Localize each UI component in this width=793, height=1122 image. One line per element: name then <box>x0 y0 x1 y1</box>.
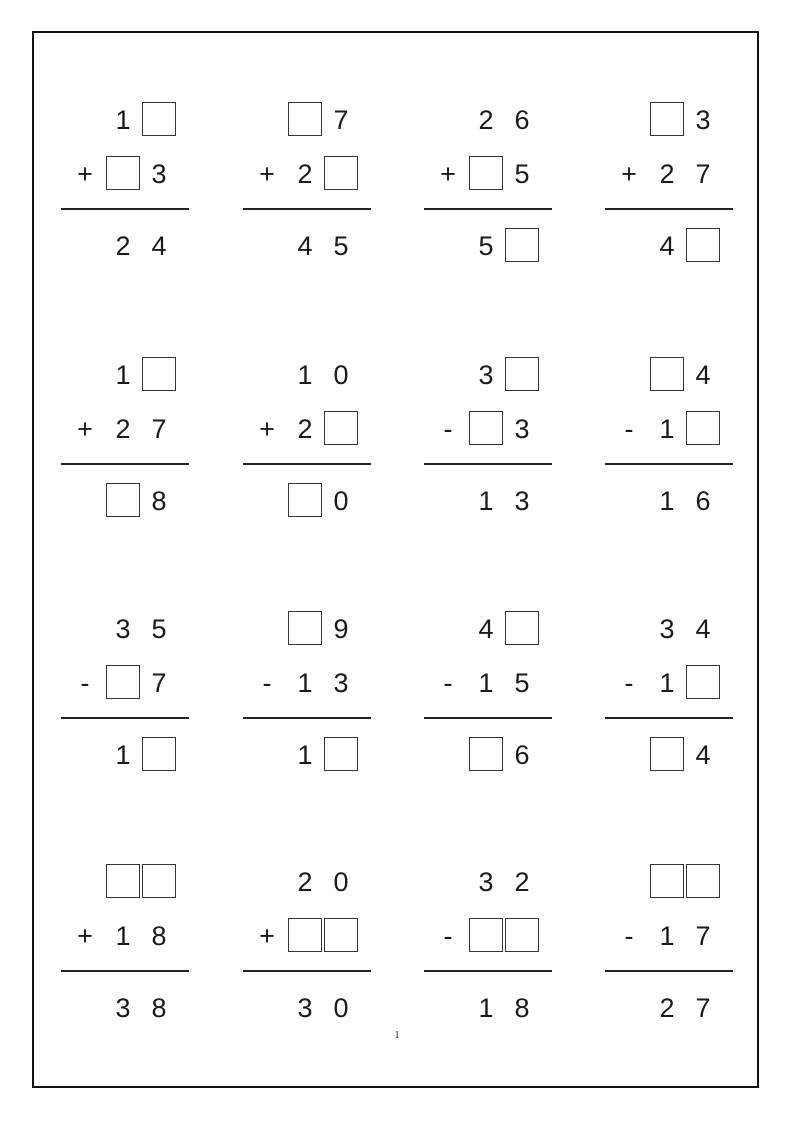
answer-box[interactable] <box>469 737 503 771</box>
result-row <box>424 990 552 1026</box>
tens-digit: 4 <box>478 613 494 644</box>
ones-digit: 3 <box>514 485 530 516</box>
arithmetic-problem <box>424 862 552 1032</box>
answer-box[interactable] <box>106 864 140 898</box>
operator: + <box>621 158 637 189</box>
ones-digit: 8 <box>514 992 530 1023</box>
answer-box[interactable] <box>469 156 503 190</box>
answer-box[interactable] <box>469 411 503 445</box>
tens-digit: 1 <box>115 739 131 770</box>
operator: - <box>624 667 634 698</box>
answer-box[interactable] <box>324 737 358 771</box>
answer-box[interactable] <box>288 611 322 645</box>
top-number-row <box>605 864 733 900</box>
answer-box[interactable] <box>686 411 720 445</box>
ones-digit: 0 <box>333 866 349 897</box>
tens-digit: 3 <box>297 992 313 1023</box>
bottom-number-row <box>61 918 189 954</box>
tens-digit: 2 <box>297 866 313 897</box>
top-number-row <box>424 357 552 393</box>
operator: + <box>440 158 456 189</box>
arithmetic-problem <box>424 100 552 270</box>
tens-digit: 3 <box>478 866 494 897</box>
bottom-number-row <box>605 411 733 447</box>
bottom-number-row <box>243 665 371 701</box>
sum-line <box>243 717 371 719</box>
tens-digit: 1 <box>115 920 131 951</box>
answer-box[interactable] <box>505 611 539 645</box>
answer-box[interactable] <box>324 918 358 952</box>
tens-digit: 2 <box>115 230 131 261</box>
tens-digit: 3 <box>115 613 131 644</box>
ones-digit: 7 <box>333 104 349 135</box>
ones-digit: 3 <box>333 667 349 698</box>
tens-digit: 2 <box>115 413 131 444</box>
ones-digit: 4 <box>151 230 167 261</box>
arithmetic-problem <box>424 355 552 525</box>
bottom-number-row <box>61 665 189 701</box>
top-number-row <box>424 864 552 900</box>
tens-digit: 1 <box>659 920 675 951</box>
tens-digit: 3 <box>115 992 131 1023</box>
answer-box[interactable] <box>106 483 140 517</box>
ones-digit: 9 <box>333 613 349 644</box>
operator: + <box>259 920 275 951</box>
ones-digit: 7 <box>151 667 167 698</box>
operator: - <box>80 667 90 698</box>
bottom-number-row <box>605 918 733 954</box>
operator: - <box>262 667 272 698</box>
operator: - <box>624 413 634 444</box>
arithmetic-problem <box>605 100 733 270</box>
result-row <box>243 228 371 264</box>
top-number-row <box>424 102 552 138</box>
arithmetic-problem <box>243 609 371 779</box>
bottom-number-row <box>605 156 733 192</box>
top-number-row <box>424 611 552 647</box>
answer-box[interactable] <box>106 156 140 190</box>
tens-digit: 2 <box>659 158 675 189</box>
operator: - <box>443 667 453 698</box>
answer-box[interactable] <box>142 357 176 391</box>
operator: + <box>77 920 93 951</box>
ones-digit: 4 <box>695 359 711 390</box>
sum-line <box>424 717 552 719</box>
answer-box[interactable] <box>650 102 684 136</box>
result-row <box>61 737 189 773</box>
arithmetic-problem <box>61 609 189 779</box>
arithmetic-problem <box>61 100 189 270</box>
ones-digit: 6 <box>514 739 530 770</box>
answer-box[interactable] <box>324 411 358 445</box>
answer-box[interactable] <box>505 228 539 262</box>
tens-digit: 1 <box>659 485 675 516</box>
sum-line <box>424 463 552 465</box>
answer-box[interactable] <box>142 864 176 898</box>
page-number: 1 <box>394 1030 400 1041</box>
tens-digit: 1 <box>297 667 313 698</box>
bottom-number-row <box>61 156 189 192</box>
ones-digit: 5 <box>514 667 530 698</box>
result-row <box>605 737 733 773</box>
tens-digit: 3 <box>659 613 675 644</box>
ones-digit: 3 <box>514 413 530 444</box>
operator: + <box>259 158 275 189</box>
answer-box[interactable] <box>650 737 684 771</box>
result-row <box>605 483 733 519</box>
top-number-row <box>605 611 733 647</box>
top-number-row <box>61 611 189 647</box>
sum-line <box>61 208 189 210</box>
tens-digit: 2 <box>478 104 494 135</box>
ones-digit: 0 <box>333 992 349 1023</box>
arithmetic-problem <box>61 355 189 525</box>
sum-line <box>605 208 733 210</box>
top-number-row <box>605 102 733 138</box>
tens-digit: 2 <box>659 992 675 1023</box>
bottom-number-row <box>243 918 371 954</box>
answer-box[interactable] <box>288 918 322 952</box>
result-row <box>243 483 371 519</box>
bottom-number-row <box>61 411 189 447</box>
arithmetic-problem <box>424 609 552 779</box>
arithmetic-problem <box>605 609 733 779</box>
top-number-row <box>61 864 189 900</box>
answer-box[interactable] <box>650 864 684 898</box>
answer-box[interactable] <box>686 864 720 898</box>
answer-box[interactable] <box>324 156 358 190</box>
ones-digit: 5 <box>514 158 530 189</box>
tens-digit: 3 <box>478 359 494 390</box>
tens-digit: 1 <box>297 359 313 390</box>
ones-digit: 2 <box>514 866 530 897</box>
answer-box[interactable] <box>505 357 539 391</box>
bottom-number-row <box>605 665 733 701</box>
ones-digit: 8 <box>151 485 167 516</box>
operator: - <box>624 920 634 951</box>
tens-digit: 1 <box>297 739 313 770</box>
ones-digit: 8 <box>151 920 167 951</box>
sum-line <box>424 970 552 972</box>
sum-line <box>605 463 733 465</box>
ones-digit: 0 <box>333 359 349 390</box>
ones-digit: 7 <box>695 920 711 951</box>
sum-line <box>243 463 371 465</box>
tens-digit: 1 <box>115 359 131 390</box>
result-row <box>424 228 552 264</box>
bottom-number-row <box>243 411 371 447</box>
top-number-row <box>61 102 189 138</box>
ones-digit: 8 <box>151 992 167 1023</box>
top-number-row <box>243 864 371 900</box>
operator: + <box>259 413 275 444</box>
tens-digit: 1 <box>659 667 675 698</box>
arithmetic-problem <box>243 355 371 525</box>
tens-digit: 4 <box>297 230 313 261</box>
sum-line <box>61 717 189 719</box>
result-row <box>61 990 189 1026</box>
tens-digit: 1 <box>478 667 494 698</box>
result-row <box>424 483 552 519</box>
answer-box[interactable] <box>469 918 503 952</box>
operator: + <box>77 158 93 189</box>
top-number-row <box>605 357 733 393</box>
answer-box[interactable] <box>686 228 720 262</box>
bottom-number-row <box>243 156 371 192</box>
ones-digit: 0 <box>333 485 349 516</box>
sum-line <box>605 970 733 972</box>
ones-digit: 4 <box>695 613 711 644</box>
tens-digit: 1 <box>478 992 494 1023</box>
sum-line <box>243 208 371 210</box>
result-row <box>61 228 189 264</box>
ones-digit: 5 <box>333 230 349 261</box>
result-row <box>424 737 552 773</box>
tens-digit: 1 <box>659 413 675 444</box>
arithmetic-problem <box>61 862 189 1032</box>
answer-box[interactable] <box>288 102 322 136</box>
tens-digit: 1 <box>478 485 494 516</box>
operator: + <box>77 413 93 444</box>
arithmetic-problem <box>243 100 371 270</box>
tens-digit: 5 <box>478 230 494 261</box>
result-row <box>243 990 371 1026</box>
ones-digit: 5 <box>151 613 167 644</box>
bottom-number-row <box>424 156 552 192</box>
ones-digit: 7 <box>695 158 711 189</box>
ones-digit: 4 <box>695 739 711 770</box>
operator: - <box>443 413 453 444</box>
ones-digit: 6 <box>514 104 530 135</box>
arithmetic-problem <box>605 355 733 525</box>
result-row <box>605 990 733 1026</box>
tens-digit: 4 <box>659 230 675 261</box>
answer-box[interactable] <box>650 357 684 391</box>
sum-line <box>243 970 371 972</box>
result-row <box>61 483 189 519</box>
operator: - <box>443 920 453 951</box>
answer-box[interactable] <box>106 665 140 699</box>
sum-line <box>61 463 189 465</box>
sum-line <box>61 970 189 972</box>
top-number-row <box>243 357 371 393</box>
top-number-row <box>243 102 371 138</box>
sum-line <box>605 717 733 719</box>
result-row <box>243 737 371 773</box>
ones-digit: 7 <box>695 992 711 1023</box>
answer-box[interactable] <box>686 665 720 699</box>
answer-box[interactable] <box>142 102 176 136</box>
tens-digit: 1 <box>115 104 131 135</box>
answer-box[interactable] <box>505 918 539 952</box>
ones-digit: 7 <box>151 413 167 444</box>
bottom-number-row <box>424 411 552 447</box>
arithmetic-problem <box>605 862 733 1032</box>
top-number-row <box>243 611 371 647</box>
ones-digit: 3 <box>151 158 167 189</box>
top-number-row <box>61 357 189 393</box>
sum-line <box>424 208 552 210</box>
result-row <box>605 228 733 264</box>
bottom-number-row <box>424 918 552 954</box>
bottom-number-row <box>424 665 552 701</box>
tens-digit: 2 <box>297 158 313 189</box>
ones-digit: 3 <box>695 104 711 135</box>
answer-box[interactable] <box>142 737 176 771</box>
ones-digit: 6 <box>695 485 711 516</box>
tens-digit: 2 <box>297 413 313 444</box>
arithmetic-problem <box>243 862 371 1032</box>
answer-box[interactable] <box>288 483 322 517</box>
